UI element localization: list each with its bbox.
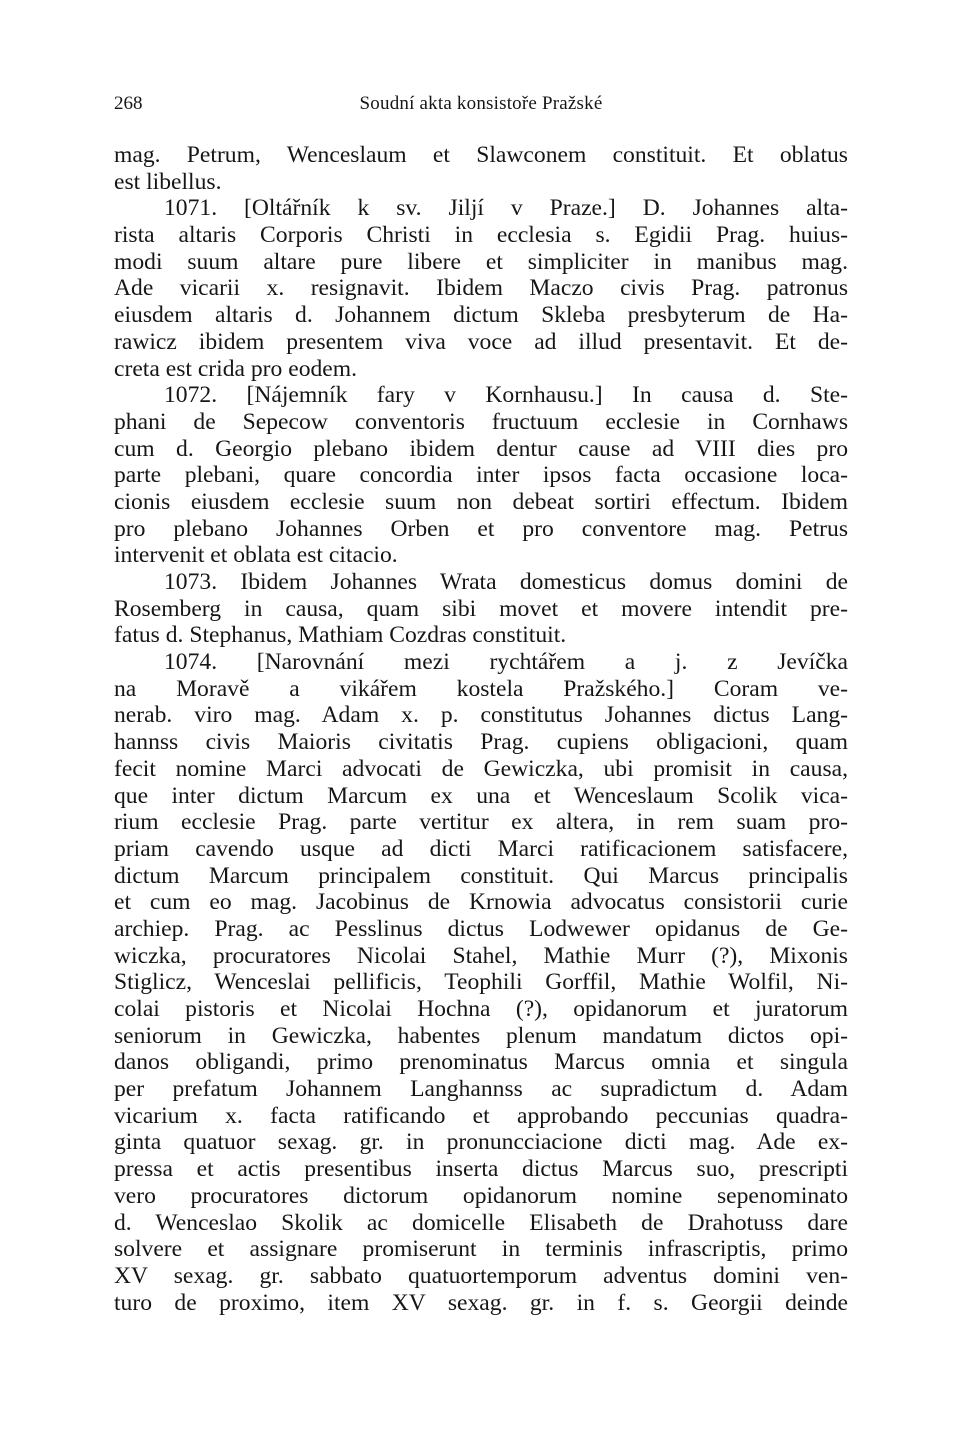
text-line: Ade vicarii x. resignavit. Ibidem Maczo civis Prag. patronus [114,275,848,302]
text-line: d. Wenceslao Skolik ac domicelle Elisabeth de Drahotuss dare [114,1209,848,1236]
text-line: vero procuratores dictorum opidanorum nomine sepenominato [114,1182,848,1209]
body-text [114,142,848,1316]
text-line: nerab. viro mag. Adam x. p. constitutus Johannes dictus Lang- [114,702,848,729]
text-line: 1074. [Narovnání mezi rychtářem a j. z Jevíčka [164,649,848,676]
text-line: 1072. [Nájemník fary v Kornhausu.] In causa d. Ste- [164,382,848,409]
text-line: modi suum altare pure libere et simpliciter in manibus mag. [114,248,848,275]
text-line: archiep. Prag. ac Pesslinus dictus Lodwewer opidanus de Ge- [114,915,848,942]
text-line: cum d. Georgio plebano ibidem dentur cause ad VIII dies pro [114,435,848,462]
text-line: dictum Marcum principalem constituit. Qui Marcus principalis [114,862,848,889]
page-number: 268 [114,93,143,114]
text-line: turo de proximo, item XV sexag. gr. in f. s. Georgii deinde [114,1289,848,1316]
text-line: seniorum in Gewiczka, habentes plenum mandatum dictos opi- [114,1022,848,1049]
text-line: hannss civis Maioris civitatis Prag. cupiens obligacioni, quam [114,729,848,756]
text-line: vicarium x. facta ratificando et approbando peccunias quadra- [114,1102,848,1129]
text-line: XV sexag. gr. sabbato quatuortemporum adventus domini ven- [114,1262,848,1289]
text-line: creta est crida pro eodem. [114,355,358,382]
text-line: pro plebano Johannes Orben et pro conventore mag. Petrus [114,515,848,542]
text-line: parte plebani, quare concordia inter ipsos facta occasione loca- [114,462,848,489]
running-head [114,92,848,116]
text-line: rista altaris Corporis Christi in ecclesia s. Egidii Prag. huius- [114,222,848,249]
text-line: ginta quatuor sexag. gr. in pronuncciacione dicti mag. Ade ex- [114,1129,848,1156]
text-line: na Moravě a vikářem kostela Pražského.] Coram ve- [114,675,848,702]
text-line: rawicz ibidem presentem viva voce ad illud presentavit. Et de- [114,328,848,355]
text-line: Rosemberg in causa, quam sibi movet et movere intendit pre- [114,595,848,622]
text-line: solvere et assignare promiserunt in terminis infrascriptis, primo [114,1236,848,1263]
text-line: 1071. [Oltářník k sv. Jiljí v Praze.] D. Johannes alta- [164,195,848,222]
text-line: eiusdem altaris d. Johannem dictum Skleba presbyterum de Ha- [114,302,848,329]
text-line: Stiglicz, Wenceslai pellificis, Teophili Gorffil, Mathie Wolfil, Ni- [114,969,848,996]
text-line: wiczka, procuratores Nicolai Stahel, Mathie Murr (?), Mixonis [114,942,848,969]
text-line: fecit nomine Marci advocati de Gewiczka, ubi promisit in causa, [114,755,848,782]
text-line: danos obligandi, primo prenominatus Marcus omnia et singula [114,1049,848,1076]
text-line: et cum eo mag. Jacobinus de Krnowia advocatus consistorii curie [114,889,848,916]
text-line: per prefatum Johannem Langhannss ac supradictum d. Adam [114,1076,848,1103]
text-line: priam cavendo usque ad dicti Marci ratificacionem satisfacere, [114,835,848,862]
text-line: pressa et actis presentibus inserta dictus Marcus suo, prescripti [114,1156,848,1183]
text-line: rium ecclesie Prag. parte vertitur ex altera, in rem suam pro- [114,809,848,836]
text-line: colai pistoris et Nicolai Hochna (?), opidanorum et juratorum [114,996,848,1022]
text-line: que inter dictum Marcum ex una et Wenceslaum Scolik vica- [114,782,848,809]
running-title: Soudní akta konsistoře Pražské [359,93,603,114]
text-line: fatus d. Stephanus, Mathiam Cozdras constituit. [114,622,567,649]
text-line: 1073. Ibidem Johannes Wrata domesticus domus domini de [164,569,848,595]
text-line: intervenit et oblata est citacio. [114,542,398,569]
text-line: phani de Sepecow conventoris fructuum ecclesie in Cornhaws [114,408,848,435]
text-line: est libellus. [114,168,222,195]
text-line: mag. Petrum, Wenceslaum et Slawconem constituit. Et oblatus [114,142,848,168]
text-line: cionis eiusdem ecclesie suum non debeat sortiri effectum. Ibidem [114,488,848,515]
